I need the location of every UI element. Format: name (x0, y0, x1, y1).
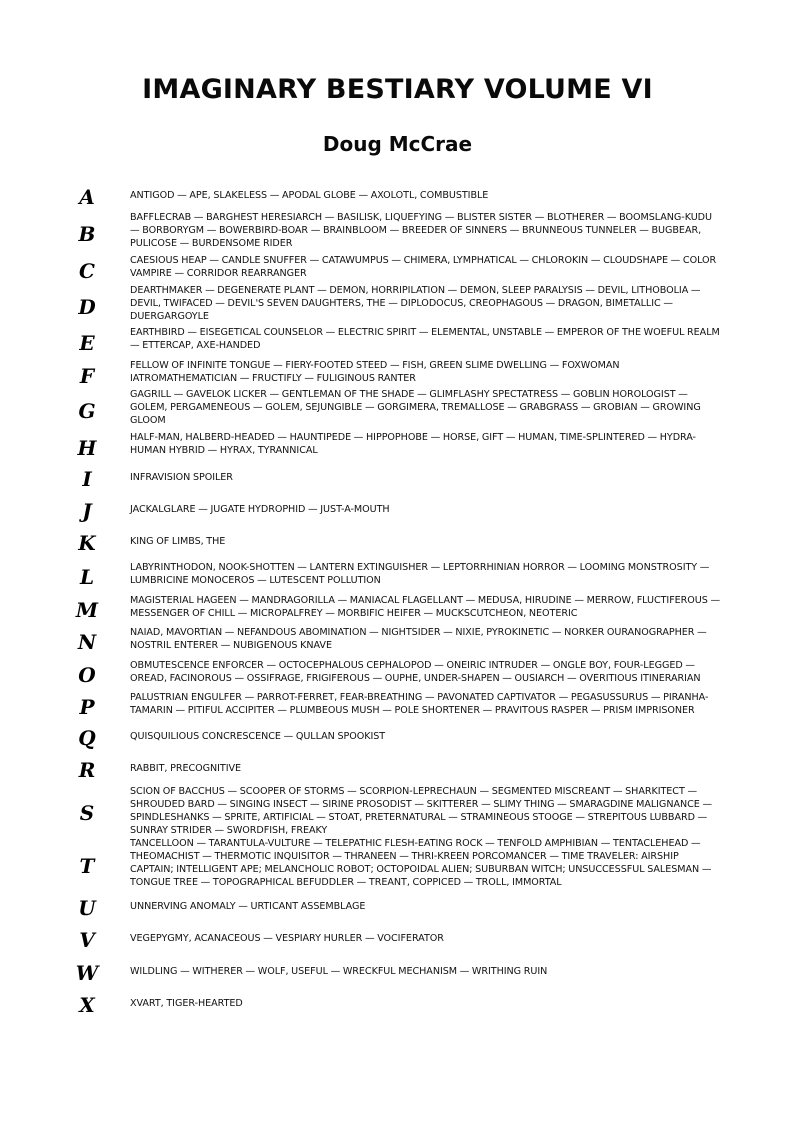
letter-u: U (78, 896, 96, 920)
entry-n-text: NAIAD, MAVORTIAN — NEFANDOUS ABOMINATION — NIGHTSIDER — NIXIE, PYROKINETIC — NORKER OURANOGRAPHER — NOSTRIL ENTERER — NUBIGENOUS KNAVE (130, 627, 707, 651)
entry-c-text: CAESIOUS HEAP — CANDLE SNUFFER — CATAWUMPUS — CHIMERA, LYMPHATICAL — CHLOROKIN — CLOUDSHAPE — COLOR VAMPIRE — CORRIDOR REARRANGER (130, 255, 717, 279)
entry-a-text: ANTIGOD — APE, SLAKELESS — APODAL GLOBE — AXOLOTL, COMBUSTIBLE (130, 190, 489, 201)
page-title: IMAGINARY BESTIARY VOLUME VI (142, 74, 653, 105)
letter-d: D (78, 295, 96, 319)
letter-i: I (82, 467, 92, 491)
letter-g: G (78, 399, 96, 423)
author-name: Doug McCrae (322, 132, 473, 156)
letter-v: V (79, 928, 95, 952)
letter-x: X (79, 993, 95, 1017)
letter-r: R (78, 758, 96, 782)
letter-m: M (75, 598, 99, 622)
entry-d-text: DEARTHMAKER — DEGENERATE PLANT — DEMON, HORRIPILATION — DEMON, SLEEP PARALYSIS — DEVIL, LITHOBOLIA — DEVIL, TWIFACED — DEVIL'S SEVEN DAUGHTERS, THE — DIPLODOCUS, CREOPHAGOUS — DRAGON, BIMETALLIC — DUERGARGOYLE (130, 285, 701, 322)
entry-l-text: LABYRINTHODON, NOOK-SHOTTEN — LANTERN EXTINGUISHER — LEPTORRHINIAN HORROR — LOOMING MONSTROSITY — LUMBRICINE MONOCEROS — LUTESCENT POLLUTION (130, 562, 710, 586)
letter-f: F (79, 364, 95, 388)
entry-i-text: INFRAVISION SPOILER (130, 472, 233, 483)
letter-a: A (79, 185, 95, 209)
entry-s-text: SCION OF BACCHUS — SCOOPER OF STORMS — SCORPION-LEPRECHAUN — SEGMENTED MISCREANT — SHARKITECT — SHROUDED BARD — SINGING INSECT — SIRINE PROSODIST — SKITTERER — SLIMY THING — SMARAGDINE MALIGNANCE — SPINDLESHANKS — SPRITE, ARTIFICIAL — STOAT, PRETERNATURAL — STRAMINEOUS STOOGE — STREPITOUS LUBBARD — SUNRAY STRIDER — SWORDFISH, FREAKY (130, 786, 712, 836)
entry-k-text: KING OF LIMBS, THE (130, 536, 226, 547)
entry-w-text: WILDLING — WITHERER — WOLF, USEFUL — WRECKFUL MECHANISM — WRITHING RUIN (130, 966, 548, 977)
entry-v-text: VEGEPYGMY, ACANACEOUS — VESPIARY HURLER — VOCIFERATOR (130, 933, 444, 944)
letter-c: C (79, 259, 95, 283)
entry-b-text: BAFFLECRAB — BARGHEST HERESIARCH — BASILISK, LIQUEFYING — BLISTER SISTER — BLOTHERER — BOOMSLANG-KUDU — BORBORYGM — BOWERBIRD-BOAR — BRAINBLOOM — BREEDER OF SINNERS — BRUNNEOUS TUNNELER — BUGBEAR, PULICOSE — BURDENSOME RIDER (130, 212, 712, 249)
letter-t: T (79, 854, 95, 878)
letter-e: E (79, 331, 95, 355)
entry-e-text: EARTHBIRD — EISEGETICAL COUNSELOR — ELECTRIC SPIRIT — ELEMENTAL, UNSTABLE — EMPEROR OF THE WOEFUL REALM — ETTERCAP, AXE-HANDED (130, 327, 720, 351)
entry-f-text: FELLOW OF INFINITE TONGUE — FIERY-FOOTED STEED — FISH, GREEN SLIME DWELLING — FOXWOMAN IATROMATHEMATICIAN — FRUCTIFLY — FULIGINOUS RANTER (130, 360, 620, 384)
entry-u-text: UNNERVING ANOMALY — URTICANT ASSEMBLAGE (130, 901, 366, 912)
entry-m-text: MAGISTERIAL HAGEEN — MANDRAGORILLA — MANIACAL FLAGELLANT — MEDUSA, HIRUDINE — MERROW, FLUCTIFEROUS — MESSENGER OF CHILL — MICROPALFREY — MORBIFIC HEIFER — MUCKSCUTCHEON, NEOTERIC (130, 595, 721, 619)
entry-r-text: RABBIT, PRECOGNITIVE (130, 763, 242, 774)
letter-k: K (78, 531, 96, 555)
entry-x-text: XVART, TIGER-HEARTED (130, 998, 243, 1009)
letter-b: B (78, 222, 96, 246)
letter-n: N (77, 630, 97, 654)
entry-g-text: GAGRILL — GAVELOK LICKER — GENTLEMAN OF THE SHADE — GLIMFLASHY SPECTATRESS — GOBLIN HOROLOGIST — GOLEM, PERGAMENEOUS — GOLEM, SEJUNGIBLE — GORGIMERA, TREMALLOSE — GRABGRASS — GROBIAN — GROWING GLOOM (130, 389, 701, 426)
letter-o: O (78, 663, 96, 687)
entry-o-text: OBMUTESCENCE ENFORCER — OCTOCEPHALOUS CEPHALOPOD — ONEIRIC INTRUDER — ONGLE BOY, FOUR-LEGGED — OREAD, FACINOROUS — OSSIFRAGE, FRIGIFEROUS — OUPHE, UNDER-SHAPEN — OUSIARCH — OVERITIOUS ITINERARIAN (130, 660, 701, 684)
entry-q-text: QUISQUILIOUS CONCRESCENCE — QULLAN SPOOKIST (130, 731, 386, 742)
letter-p: P (79, 695, 95, 719)
entry-p-text: PALUSTRIAN ENGULFER — PARROT-FERRET, FEAR-BREATHING — PAVONATED CAPTIVATOR — PEGASUSSURUS — PIRANHA-TAMARIN — PITIFUL ACCIPITER — PLUMBEOUS MUSH — POLE SHORTENER — PRAVITOUS RASPER — PRISM IMPRISONER (130, 692, 709, 716)
entry-h-text: HALF-MAN, HALBERD-HEADED — HAUNTIPEDE — HIPPOPHOBE — HORSE, GIFT — HUMAN, TIME-SPLINTERED — HYDRA-HUMAN HYBRID — HYRAX, TYRANNICAL (130, 432, 696, 456)
letter-j: J (82, 499, 92, 523)
letter-h: H (77, 436, 97, 460)
entry-j-text: JACKALGLARE — JUGATE HYDROPHID — JUST-A-MOUTH (130, 504, 390, 515)
letter-l: L (79, 565, 95, 589)
letter-s: S (79, 801, 95, 825)
entry-t-text: TANCELLOON — TARANTULA-VULTURE — TELEPATHIC FLESH-EATING ROCK — TENFOLD AMPHIBIAN — TENTACLEHEAD — THEOMACHIST — THERMOTIC INQUISITOR — THRANEEN — THRI-KREEN PORCOMANCER — TIME TRAVELER: AIRSHIP CAPTAIN; INTELLIGENT APE; MELANCHOLIC ROBOT; OCTOPOIDAL ALIEN; SUBURBAN WITCH; UNSUCCESSFUL SALESMAN — TONGUE TREE — TOPOGRAPHICAL BEFUDDLER — TREANT, COPPICED — TROLL, IMMORTAL (130, 838, 712, 888)
letter-w: W (75, 961, 99, 985)
letter-q: Q (78, 726, 96, 750)
